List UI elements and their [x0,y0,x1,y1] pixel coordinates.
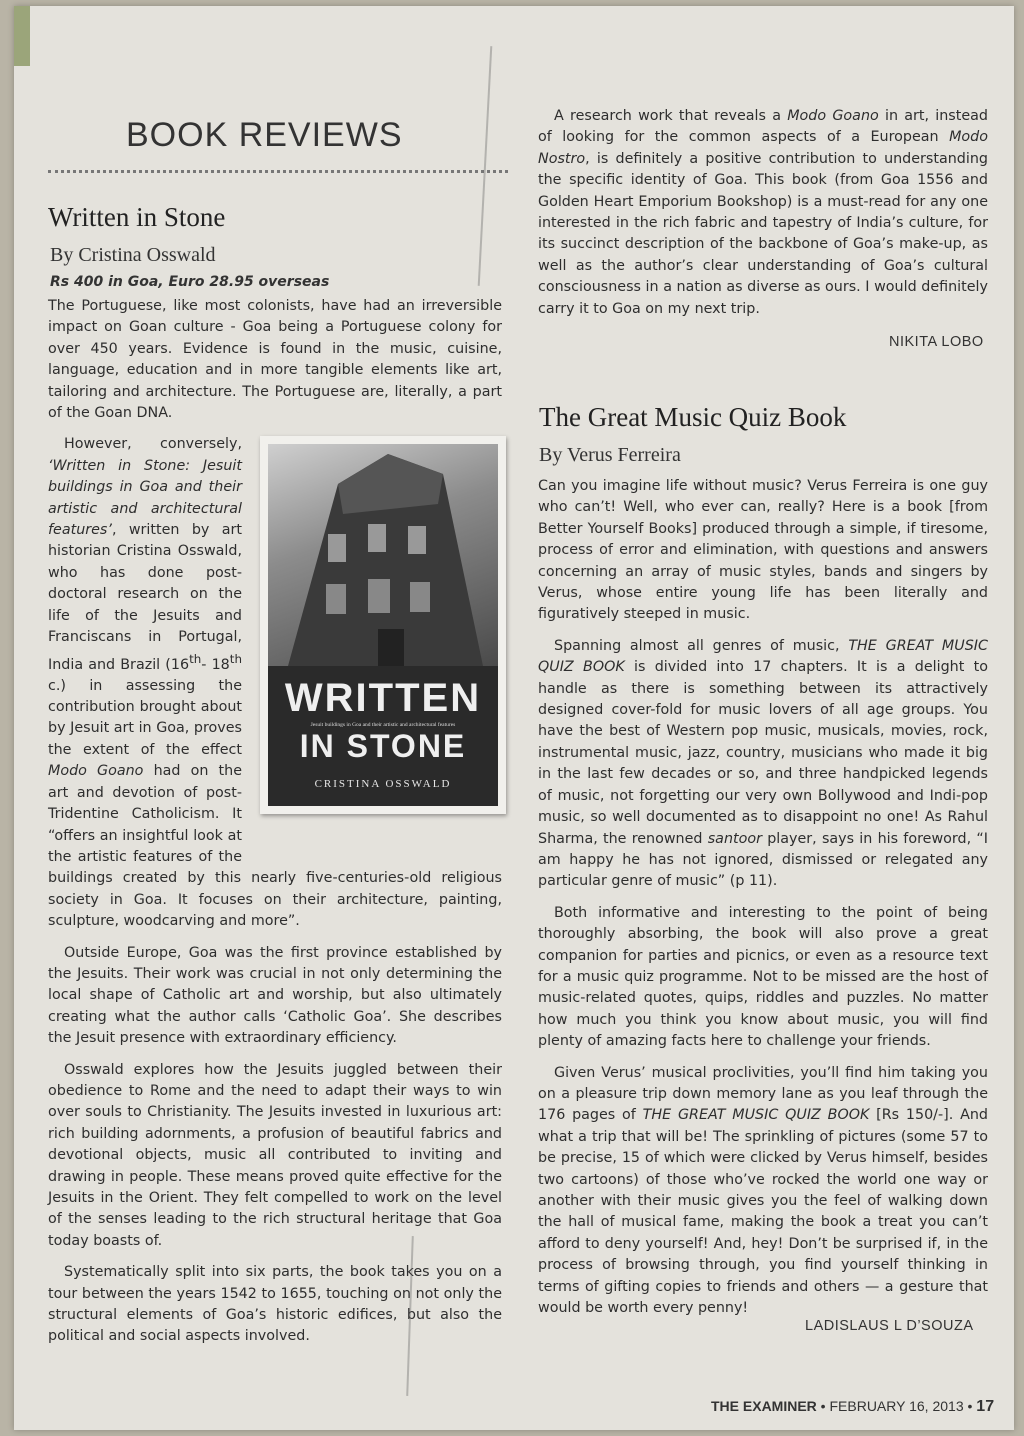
review-title: The Great Music Quiz Book [539,402,847,432]
cover-author: CRISTINA OSSWALD [314,778,452,790]
paragraph: Both informative and interesting to the point of being thoroughly absorbing, the book will also prove a great companion for parties and picnics, or even as a resource text for a music quiz programme. Not to be missed are the host of music-related quotes, quips, riddles and puzzles. No matter how much you think you know about music, you will find plenty of amazing facts here to challenge your friends. [538,904,988,1050]
review-byline: By Cristina Osswald [50,244,216,266]
reviewer-credit: LADISLAUS L D’SOUZA [805,1318,974,1334]
cover-subtitle: Jesuit buildings in Goa and their artistic and architectural features [310,722,456,728]
paragraph: Systematically split into six parts, the book takes you on a tour between the years 1542 to 1655, touching on not only the structural elements of Goa’s historic edifices, but also the political and social aspects involved. [48,1264,502,1345]
review-body-right-column [538,476,988,1329]
issue-date: FEBRUARY 16, 2013 [829,1398,964,1414]
page-footer: THE EXAMINER • FEBRUARY 16, 2013 • 17 [711,1398,995,1415]
cover-title-band [268,666,498,806]
paragraph: The Portuguese, like most colonists, have had an irreversible impact on Goan culture - Goa being a Portuguese colony for over 450 years. Evidence is found in the music, cuisine, language, education and in more tangible elements like art, tailoring and architecture. The Portuguese are, literally, a part of the Goan DNA. [48,298,502,422]
review-byline: By Verus Ferreira [539,444,681,466]
review-title: Written in Stone [48,202,226,232]
book-price: Rs 400 in Goa, Euro 28.95 overseas [50,274,330,290]
paragraph: Outside Europe, Goa was the first province established by the Jesuits. Their work was crucial in not only determining the local shape of Catholic art and worship, but also ultimately creating what the author calls ‘Catholic Goa’. She describes the Jesuit presence with extraordinary efficiency. [48,944,502,1047]
paragraph: Osswald explores how the Jesuits juggled between their obedience to Rome and the need to adapt their ways to win over souls to Christianity. The Jesuits invested in luxurious art: rich building adornments, a profusion of beautiful fabrics and devotional objects, music all contributed to inviting and drawing in people. These means proved quite effective for the Jesuits in the Orient. They felt compelled to work on the level of the senses leading to the rich structural heritage that Goa today boasts of. [48,1061,502,1249]
paragraph: However, conversely, ‘Written in Stone: Jesuit buildings in Goa and their artistic and architectural features’, written by art historian Cristina Osswald, who has done post-doctoral research on the life of the Jesuits and Franciscans in Portugal, India and Brazil (16th- 18th c.) in assessing the contribution brought about by Jesuit art in Goa, proves the extent of the effect Modo Goano had on the art and devotion of post-Tridentine Catholicism. It “offers an insightful look at the artistic features of the buildings created by this nearly five-centuries-old religious society in Goa. It focuses on their architecture, painting, sculpture, woodcarving and more”. [48,436,502,930]
review-body-right-top [538,106,988,330]
paragraph: A research work that reveals a Modo Goano in art, instead of looking for the common aspects of a European Modo Nostro, is definitely a positive contribution to understanding the specific identity of Goa. This book (from Goa 1556 and Golden Heart Emporium Bookshop) is a must-read for any one interested in the rich fabric and tapestry of India’s culture, for its succinct description of the backbone of Goa’s make-up, as well as the author’s clear understanding of Goa’s cultural consciousness in a nation as diverse as ours. I would definitely carry it to Goa on my next trip. [538,108,988,317]
cover-title: WRITTEN [284,676,482,720]
background-fabric [14,6,30,66]
page-number: 17 [976,1398,995,1415]
section-heading: BOOK REVIEWS [126,116,403,154]
book-title-italic: ‘Written in Stone: Jesuit buildings in Goa and their artistic and architectural features’ [48,457,242,539]
paragraph: Spanning almost all genres of music, THE GREAT MUSIC QUIZ BOOK is divided into 17 chapters. It is a delight to handle as there is something between its attractively designed cover-fold for music lovers of all age groups. You have the best of Western pop music, musicals, movies, rock, instrumental music, jazz, country, musicians who made it big in the last few decades or so, and three handpicked legends of music, not forgetting our very own Bollywood and Indi-pop music, so well documented as to disappoint no one! As Rahul Sharma, the renowned santoor player, says in his foreword, “I am happy he has not ignored, dismissed or relegated any particular genre of music” (p 11). [538,637,988,890]
publication-name: THE EXAMINER [711,1398,817,1414]
church-facade-icon [268,444,498,666]
reviewer-credit: NIKITA LOBO [889,334,984,350]
dotted-divider [48,170,508,173]
cover-photo-church [268,444,498,666]
paragraph: Given Verus’ musical proclivities, you’ll find him taking you on a pleasure trip down memory lane as you leaf through the 176 pages of THE GREAT MUSIC QUIZ BOOK [Rs 150/-]. And what a trip that will be! The sprinkling of pictures (some 57 to be precise, 15 of which were clicked by Verus himself, besides two cartoons) of those who’ve rocked the world one way or another with their music gives you the feel of walking down the hall of musical fame, making the book a treat you can’t afford to deny yourself! And, hey! Don’t be surprised if, in the process of browsing through, you find yourself thinking in terms of gifting copies to friends and others — a gesture that would be worth every penny! [538,1064,988,1317]
paper-crease [478,46,493,286]
newspaper-page [14,6,1014,1430]
paragraph: Can you imagine life without music? Verus Ferreira is one guy who can’t! Well, who ever can, really? Here is a book [from Better Yourself Books] produced through a simple, if tiresome, process of error and elimination, with questions and answers concerning an array of music styles, bands and singers by Verus, whose entire young life has been literally and figuratively steeped in music. [538,478,988,623]
cover-title-2: IN STONE [299,728,467,764]
book-cover-image [260,436,506,814]
